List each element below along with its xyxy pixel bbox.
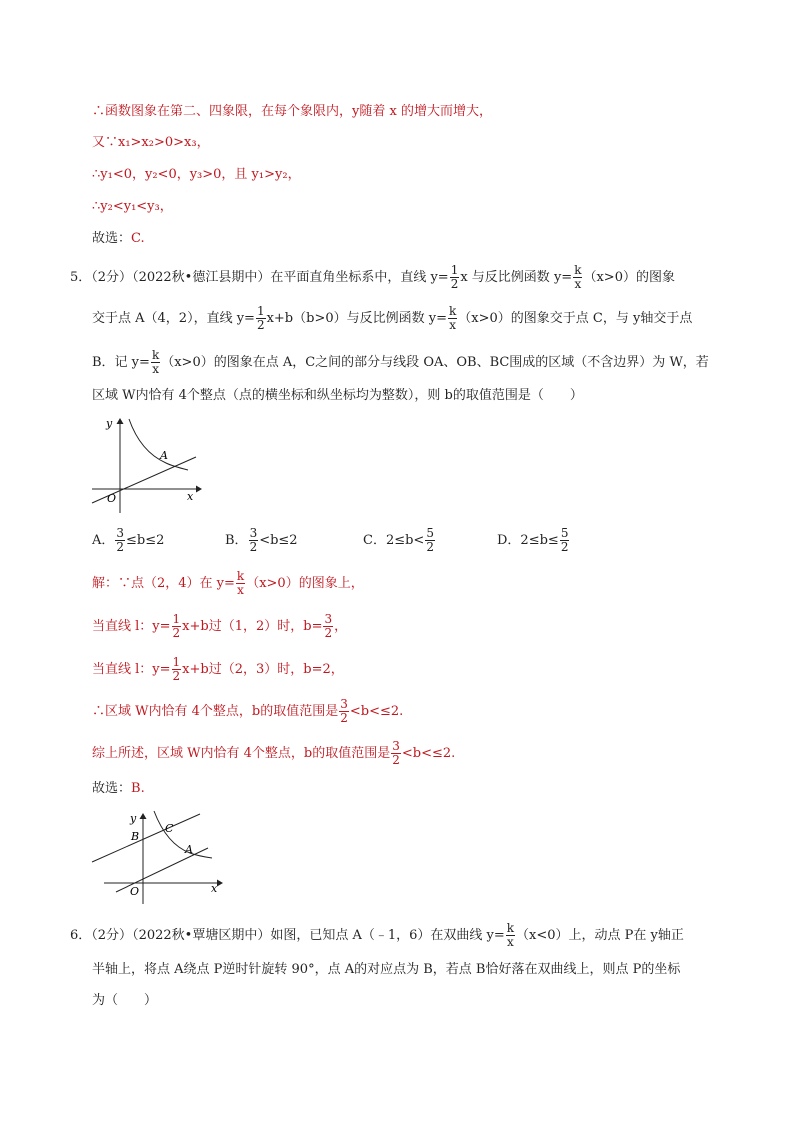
fraction-k-over-x — [448, 305, 457, 332]
point-a-label: A — [160, 449, 168, 462]
fraction-denominator: 2 — [450, 277, 459, 291]
x-axis-label: x — [211, 882, 218, 895]
fraction-denominator: x — [237, 583, 244, 597]
fraction-denominator: 2 — [256, 318, 265, 332]
q5-text: （x>0）的图象 — [583, 270, 675, 285]
y-axis-arrow-icon — [117, 418, 124, 424]
fraction-numerator: 5 — [426, 526, 434, 540]
fraction-denominator: 2 — [116, 540, 125, 554]
q6-text: （x<0）上，动点 P在 y轴正 — [516, 928, 684, 943]
prev-solution-line-1: ∴函数图象在第二、四象限，在每个象限内，y随着 x 的增大而增大， — [92, 104, 492, 119]
x-axis-arrow-icon — [196, 486, 202, 493]
prev-answer-line — [92, 229, 145, 249]
fraction-half — [256, 305, 266, 332]
q5-text: （x>0）的图象在点 A，C之间的部分与线段 OA、OB、BC围成的区域（不含边界）为 W，若 — [161, 355, 709, 370]
y-axis-label: y — [106, 417, 113, 430]
fraction-denominator: 2 — [172, 626, 181, 640]
solution-text: 当直线 l：y= — [92, 619, 171, 634]
fraction-denominator: 2 — [426, 540, 434, 554]
option-b-text: <b≤2 — [259, 533, 298, 548]
fraction-five-halves — [425, 527, 435, 554]
solution-text: <b<≤2. — [401, 746, 456, 761]
fraction-denominator: 2 — [172, 669, 181, 683]
solution-text: 当直线 l：y= — [92, 662, 171, 677]
q6-stem-line-1 — [70, 922, 684, 949]
line-through-b — [92, 814, 200, 862]
option-b[interactable] — [225, 527, 298, 554]
fraction-k-over-x — [236, 570, 245, 597]
option-b-label: B． — [225, 533, 248, 548]
prev-solution-line-3: ∴y₁<0，y₂<0，y₃>0，且 y₁>y₂， — [92, 167, 301, 182]
fraction-k-over-x — [151, 349, 160, 376]
q6-source: （2022秋•覃塘区期中） — [132, 928, 271, 943]
solution-line-2 — [92, 613, 347, 640]
answer-choice: C. — [131, 231, 145, 246]
fraction-three-halves — [249, 527, 259, 554]
q6-text: 如图，已知点 A（﹣1，6）在双曲线 y= — [270, 928, 505, 943]
solution-text: x+b过（2，3）时，b=2， — [182, 662, 344, 677]
q5-text: x+b（b>0）与反比例函数 y= — [266, 311, 447, 326]
fraction-denominator: x — [152, 362, 159, 376]
solution-text: <b<≤2. — [349, 704, 404, 719]
q5-text: B．记 y= — [92, 355, 150, 370]
fraction-numerator: 1 — [172, 612, 181, 626]
fraction-numerator: 3 — [392, 739, 400, 753]
solution-text: ∴区域 W内恰有 4个整点，b的取值范围是 — [92, 704, 339, 719]
point-b-label: B — [131, 830, 140, 843]
option-a[interactable] — [92, 527, 164, 554]
fraction-numerator: k — [151, 348, 160, 362]
q5-text: （x>0）的图象交于点 C，与 y轴交于点 — [458, 311, 693, 326]
fraction-numerator: 3 — [116, 526, 125, 540]
point-c-label: C — [165, 822, 174, 835]
fraction-denominator: 2 — [324, 626, 333, 640]
q5-source: （2022秋•德江县期中） — [132, 270, 271, 285]
fraction-numerator: k — [236, 569, 245, 583]
solution-text: x+b过（1，2）时，b= — [182, 619, 323, 634]
solution-line-3 — [92, 656, 344, 683]
fraction-three-halves — [115, 527, 125, 554]
origin-label: O — [130, 885, 140, 898]
fraction-denominator: x — [574, 277, 582, 291]
prev-solution-line-2: 又∵x₁>x₂>0>x₃， — [92, 135, 210, 150]
option-c[interactable] — [363, 527, 436, 554]
option-d[interactable] — [497, 527, 570, 554]
fraction-numerator: 3 — [249, 526, 258, 540]
fraction-numerator: 5 — [560, 526, 569, 540]
option-a-text: ≤b≤2 — [126, 533, 165, 548]
fraction-denominator: 2 — [340, 711, 348, 725]
fraction-numerator: k — [574, 263, 582, 277]
option-d-label: D．2≤b≤ — [497, 533, 559, 548]
fraction-numerator: 1 — [450, 263, 459, 277]
point-a-label: A — [185, 843, 193, 856]
origin-label: O — [107, 492, 117, 505]
q5-text: 在平面直角坐标系中，直线 y= — [270, 270, 449, 285]
answer-prefix: 故选： — [92, 781, 132, 796]
fraction-numerator: 3 — [324, 612, 333, 626]
q6-points: （2分） — [91, 928, 133, 943]
fraction-three-halves — [323, 613, 333, 640]
fraction-denominator: x — [449, 318, 457, 332]
q5-number: 5． — [70, 270, 92, 285]
solution-line-4 — [92, 698, 403, 725]
fraction-k-over-x — [573, 264, 582, 291]
fraction-numerator: k — [448, 304, 457, 318]
fraction-half — [172, 656, 182, 683]
option-a-label: A． — [92, 533, 115, 548]
prev-solution-line-4: ∴y₂<y₁<y₃， — [92, 199, 173, 214]
fraction-half — [172, 613, 182, 640]
fraction-numerator: 1 — [172, 655, 181, 669]
x-axis-arrow-icon — [217, 880, 223, 887]
q5-stem-line-4: 区域 W内恰有 4个整点（点的横坐标和纵坐标均为整数），则 b的取值范围是（ ） — [92, 388, 583, 403]
fraction-k-over-x — [506, 922, 515, 949]
y-axis-label: y — [130, 812, 137, 825]
solution-text: 综上所述，区域 W内恰有 4个整点，b的取值范围是 — [92, 746, 391, 761]
fraction-denominator: 2 — [392, 753, 400, 767]
q6-number: 6． — [70, 928, 92, 943]
solution-text: ， — [334, 619, 348, 634]
q5-text: 交于点 A（4，2），直线 y= — [92, 311, 255, 326]
fraction-three-halves — [339, 698, 349, 725]
q5-stem-line-2 — [92, 305, 692, 332]
solution-text: （x>0）的图象上， — [246, 576, 364, 591]
q6-stem-line-2: 半轴上，将点 A绕点 P逆时针旋转 90°，点 A的对应点为 B，若点 B恰好落在双曲线上，则点 P的坐标 — [92, 962, 681, 977]
solution-line-1 — [92, 570, 364, 597]
fraction-five-halves — [560, 527, 570, 554]
fraction-half — [450, 264, 460, 291]
solution-text: 解：∵点（2，4）在 y= — [92, 576, 235, 591]
fraction-denominator: 2 — [249, 540, 258, 554]
q5-figure-2 — [88, 810, 228, 906]
fraction-denominator: 2 — [560, 540, 569, 554]
fraction-numerator: k — [506, 921, 515, 935]
hyperbola-curve — [154, 811, 212, 858]
hyperbola-curve — [129, 419, 188, 470]
solution-line-5 — [92, 740, 455, 767]
fraction-numerator: 1 — [256, 304, 265, 318]
answer-prefix: 故选： — [92, 231, 132, 246]
q5-stem-line-1 — [70, 264, 675, 291]
fraction-numerator: 3 — [340, 697, 348, 711]
y-axis-arrow-icon — [140, 813, 147, 819]
x-axis-label: x — [187, 490, 194, 503]
q5-figure-1 — [88, 415, 203, 515]
q6-stem-line-3: 为（ ） — [92, 993, 158, 1008]
q5-points: （2分） — [91, 270, 133, 285]
answer-choice: B. — [131, 781, 145, 796]
option-c-label: C．2≤b< — [363, 533, 425, 548]
q5-stem-line-3 — [92, 349, 709, 376]
fraction-three-halves — [391, 740, 401, 767]
solution-answer-line — [92, 779, 145, 799]
fraction-denominator: x — [507, 935, 514, 949]
q5-text: x 与反比例函数 y= — [460, 270, 573, 285]
